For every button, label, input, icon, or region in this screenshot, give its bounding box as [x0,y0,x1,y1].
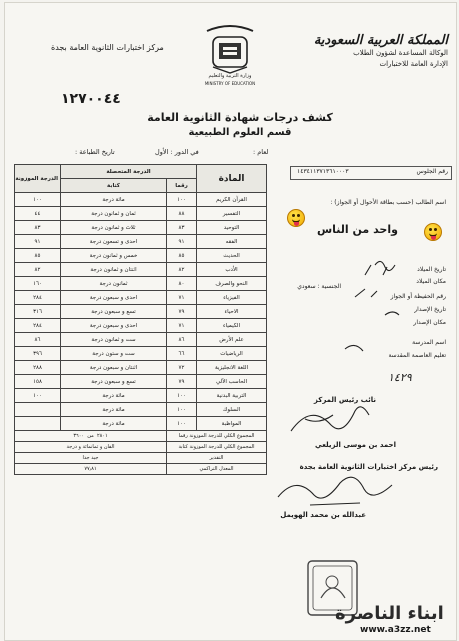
watermark-text: ابناء الناصرة [335,603,444,624]
col-written: كتابة [61,179,167,193]
grade-subject: القرآن الكريم [197,193,267,207]
grade-numeric: ٧٩ [167,375,197,389]
agency-line-1: الوكالة المساعدة لشؤون الطلاب [353,49,448,57]
education-dept-label: تعليم العاصمة المقدسة [388,352,446,359]
grade-numeric: ٦٦ [167,347,197,361]
print-date-label: تاريخ الطباعة : [75,148,115,156]
agency-line-2: الإدارة العامة للاختبارات [379,60,448,68]
table-row [15,249,267,263]
grade-numeric: ٨٢ [167,263,197,277]
grade-subject: الحاسب الآلي [197,375,267,389]
grade-subject: الفيزياء [197,291,267,305]
grade-numeric: ٩١ [167,235,197,249]
grade-numeric: ٧٢ [167,361,197,375]
cumulative-row [15,464,267,475]
ministry-emblem-icon [199,17,261,91]
seat-number: ١٤٣٤١١٣٧١٣٦١٠٠٠٣ [297,168,349,175]
grade-subject: التوحيد [197,221,267,235]
grade-weighted: ٨٣ [15,221,61,235]
total-out-of-label: من [87,433,94,439]
grade-weighted: ٤٤ [15,207,61,221]
grade-written: خمس و ثمانون درجة [61,249,167,263]
table-row [15,221,267,235]
handwritten-marks [335,253,445,363]
grade-written: ست و ثمانون درجة [61,333,167,347]
col-score: الدرجة المتحصلة [61,165,197,179]
grade-weighted: ٢٨٤ [15,319,61,333]
attendance-subject: المواظبة [197,417,267,431]
handwritten-year: ١٤٢٩ [388,371,412,384]
table-row [15,389,267,403]
grade-written: احدى و تسعون درجة [61,235,167,249]
deputy-signature [285,401,375,441]
table-row [15,375,267,389]
total-weighted-written: الفان و ثمانمائة و درجة [15,442,167,453]
grades-table [14,164,267,475]
head-name: عبدالله بن محمد الهويمل [280,511,366,519]
col-weighted: الدرجة الموزونة [15,165,61,193]
exam-center-label: مركز اختبارات الثانوية العامة بجدة [51,43,164,52]
grade-numeric: ٨٣ [167,221,197,235]
grade-subject: الرياضيات [197,347,267,361]
grade-weighted: ٨٦ [15,333,61,347]
grade-written: احدى و سبعون درجة [61,291,167,305]
ministry-caption-en: MINISTRY OF EDUCATION [204,81,256,86]
head-title: رئيس مركز اختبارات الثانوية العامة بجدة [299,463,438,471]
grade-written: تسع و سبعون درجة [61,305,167,319]
grade-label: التقدير [167,453,267,464]
document-title: كشف درجات شهادة الثانوية العامة [147,111,333,124]
grade-subject: علم الأرض [197,333,267,347]
grade-weighted: ١٦٠ [15,277,61,291]
grade-weighted: ٢٨٤ [15,291,61,305]
grade-numeric: ٨٠ [167,277,197,291]
grade-numeric: ٨٦ [167,333,197,347]
deputy-name: احمد بن موسى الزيلعي [314,441,396,449]
table-row [15,235,267,249]
grade-weighted: ٣٩٦ [15,347,61,361]
grade-written: تسع و سبعون درجة [61,375,167,389]
student-name-label: اسم الطالب (حسب بطاقة الأحوال أو الجواز) : [330,199,446,206]
total-numeric-label: المجموع الكلي للدرجة الموزونة رقما [167,431,267,442]
grade-subject: الاحياء [197,305,267,319]
grade-numeric: ٧١ [167,319,197,333]
seat-label: رقم الجلوس [416,168,448,175]
head-signature [270,471,400,513]
grade-weighted: ٢٨٨ [15,361,61,375]
cumulative-label: المعدل التراكمي [167,464,267,475]
table-row [15,193,267,207]
attendance-weighted [15,417,61,431]
grade-subject: الأدب [197,263,267,277]
grade-written: اثنتان و ثمانون درجة [61,263,167,277]
grade-written: ست و ستون درجة [61,347,167,361]
grade-weighted: ٨٥ [15,249,61,263]
grade-numeric: ١٠٠ [167,193,197,207]
student-nickname: واحد من الناس [317,223,398,236]
birth-date-label: تاريخ الميلاد [417,266,446,273]
grade-written: ثمان و ثمانون درجة [61,207,167,221]
total-numeric-cell [15,431,167,442]
table-row [15,319,267,333]
kingdom-title: المملكة العربية السعودية [313,33,448,48]
smiley-right-icon [424,223,442,241]
birth-place-label: مكان الميلاد [416,278,446,285]
grade-value: جيد جدا [15,453,167,464]
grade-subject: التربية البدنية [197,389,267,403]
grade-numeric: ٨٨ [167,207,197,221]
table-row [15,305,267,319]
issue-place-label: مكان الإصدار [413,319,446,326]
grade-weighted: ٩١ [15,235,61,249]
watermark-site: www.a3zz.net [360,625,431,635]
grade-written: مائة درجة [61,389,167,403]
grade-subject: الفقه [197,235,267,249]
cumulative-value: ٧٧٫٨١ [15,464,167,475]
certificate-page [4,2,457,641]
attendance-numeric: ١٠٠ [167,417,197,431]
deputy-title: نائب رئيس المركز [313,396,376,404]
col-numeric: رقما [167,179,197,193]
grade-weighted: ١٥٨ [15,375,61,389]
behavior-written: مائة درجة [61,403,167,417]
grade-numeric: ٧١ [167,291,197,305]
grade-written: مائة درجة [61,193,167,207]
grade-weighted: ٣١٦ [15,305,61,319]
grade-written: احدى و سبعون درجة [61,319,167,333]
year-label: لعام : [253,148,269,156]
table-row [15,291,267,305]
col-subject: المادة [197,165,267,193]
nationality-label: الجنسية : سعودي [297,283,341,290]
seat-number-box [290,166,452,180]
grade-subject: النحو والصرف [197,277,267,291]
table-row [15,207,267,221]
table-row [15,263,267,277]
ministry-logo [199,17,261,91]
grade-numeric: ٧٩ [167,305,197,319]
grade-weighted: ١٠٠ [15,389,61,403]
total-written-label: المجموع الكلي للدرجة الموزونة كتابة [167,442,267,453]
behavior-row [15,403,267,417]
total-written-row [15,442,267,453]
section-title: قسم العلوم الطبيعية [188,127,292,138]
table-header-row [15,165,267,179]
table-row [15,361,267,375]
issue-date-label: تاريخ الإصدار [414,306,446,313]
attendance-written: مائة درجة [61,417,167,431]
grade-rows [15,193,267,403]
round-label: في الدور : الأول [155,148,199,156]
grade-weighted: ٨٢ [15,263,61,277]
grade-subject: اللغة الانجليزية [197,361,267,375]
grade-written: ثمانون درجة [61,277,167,291]
serial-number: ١٢٧٠٠٤٤ [61,91,121,107]
id-number-label: رقم الحفيظة أو الجواز [390,293,446,300]
table-row [15,277,267,291]
behavior-numeric: ١٠٠ [167,403,197,417]
behavior-subject: السلوك [197,403,267,417]
grade-numeric: ١٠٠ [167,389,197,403]
grade-row [15,453,267,464]
grade-weighted: ١٠٠ [15,193,61,207]
grade-written: اثنتان و سبعون درجة [61,361,167,375]
behavior-weighted [15,403,61,417]
grade-written: ثلاث و ثمانون درجة [61,221,167,235]
grade-subject: الحديث [197,249,267,263]
ministry-caption: وزارة التربية والتعليم [208,73,252,79]
smiley-left-icon [287,209,305,227]
table-row [15,347,267,361]
grade-subject: التفسير [197,207,267,221]
grade-numeric: ٨٥ [167,249,197,263]
grade-subject: الكيمياء [197,319,267,333]
total-weighted-numeric: ٢٨٠١ [96,433,108,439]
table-row [15,333,267,347]
attendance-row [15,417,267,431]
header-right [308,33,448,70]
total-out-of: ٣٦٠٠ [73,433,85,439]
school-label: اسم المدرسة [412,339,446,346]
total-numeric-row [15,431,267,442]
